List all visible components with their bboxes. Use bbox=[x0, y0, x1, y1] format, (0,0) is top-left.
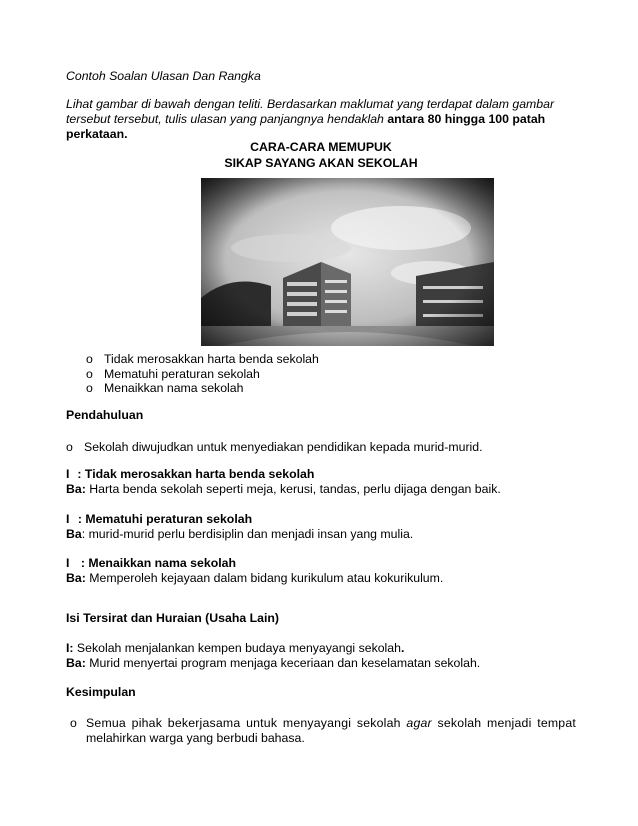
isi-1-huraian: Ba: Harta benda sekolah seperti meja, kerusi, tandas, perlu dijaga dengan baik. bbox=[66, 482, 501, 496]
isi-3 bbox=[66, 556, 586, 586]
school-photo-illustration bbox=[201, 178, 494, 346]
essay-title-line-2: SIKAP SAYANG AKAN SEKOLAH bbox=[224, 155, 418, 170]
bullet-marker: o bbox=[86, 352, 93, 366]
points-list bbox=[86, 352, 319, 396]
isi-2 bbox=[66, 512, 586, 542]
bullet-marker: o bbox=[86, 381, 93, 395]
intro-word-limit: antara 80 hingga 100 patah bbox=[387, 112, 546, 126]
school-photo bbox=[201, 178, 494, 346]
tersirat-heading: Isi Tersirat dan Huraian (Usaha Lain) bbox=[66, 611, 279, 625]
tersirat-isi: I: Sekolah menjalankan kempen budaya menyayangi sekolah. bbox=[66, 641, 405, 655]
isi-1 bbox=[66, 467, 586, 497]
intro-line-2-text: tersebut tersebut, tulis ulasan yang panjangnya hendaklah bbox=[66, 112, 388, 126]
pendahuluan-text-line bbox=[66, 440, 586, 455]
list-item: o Tidak merosakkan harta benda sekolah bbox=[86, 352, 319, 366]
intro-heading: Contoh Soalan Ulasan Dan Rangka bbox=[66, 69, 261, 83]
isi-2-huraian: Ba: murid-murid perlu berdisiplin dan menjadi insan yang mulia. bbox=[66, 527, 414, 541]
tersirat-body bbox=[66, 641, 586, 671]
isi-2-title: I : Mematuhi peraturan sekolah bbox=[66, 512, 253, 526]
isi-1-title: I : Tidak merosakkan harta benda sekolah bbox=[66, 467, 315, 481]
intro-instructions bbox=[66, 97, 576, 142]
pendahuluan-heading: Pendahuluan bbox=[66, 408, 144, 422]
list-item: o Mematuhi peraturan sekolah bbox=[86, 366, 260, 381]
kesimpulan-line-2: melahirkan warga yang berbudi bahasa. bbox=[86, 731, 305, 745]
kesimpulan-line-1: o Semua pihak bekerjasama untuk menyayangi sekolah agar sekolah menjadi tempat bbox=[70, 716, 576, 730]
intro-line-3: perkataan. bbox=[66, 127, 128, 141]
isi-3-huraian: Ba: Memperoleh kejayaan dalam bidang kurikulum atau kokurikulum. bbox=[66, 571, 444, 585]
bullet-marker: o bbox=[66, 440, 73, 454]
bullet-marker: o bbox=[70, 716, 77, 730]
intro-line-2 bbox=[66, 112, 576, 127]
bullet-marker: o bbox=[86, 366, 93, 381]
isi-3-title: I : Menaikkan nama sekolah bbox=[66, 556, 236, 570]
essay-title-line-1: CARA-CARA MEMUPUK bbox=[250, 140, 392, 154]
kesimpulan-heading: Kesimpulan bbox=[66, 685, 136, 699]
essay-title bbox=[66, 140, 576, 171]
intro-line-1: Lihat gambar di bawah dengan teliti. Berdasarkan maklumat yang terdapat dalam gambar bbox=[66, 97, 555, 111]
pendahuluan-text: Sekolah diwujudkan untuk menyediakan pendidikan kepada murid-murid. bbox=[84, 440, 483, 454]
list-item: o Menaikkan nama sekolah bbox=[86, 381, 244, 395]
kesimpulan-text bbox=[70, 716, 576, 746]
tersirat-huraian: Ba: Murid menyertai program menjaga keceriaan dan keselamatan sekolah. bbox=[66, 656, 481, 670]
